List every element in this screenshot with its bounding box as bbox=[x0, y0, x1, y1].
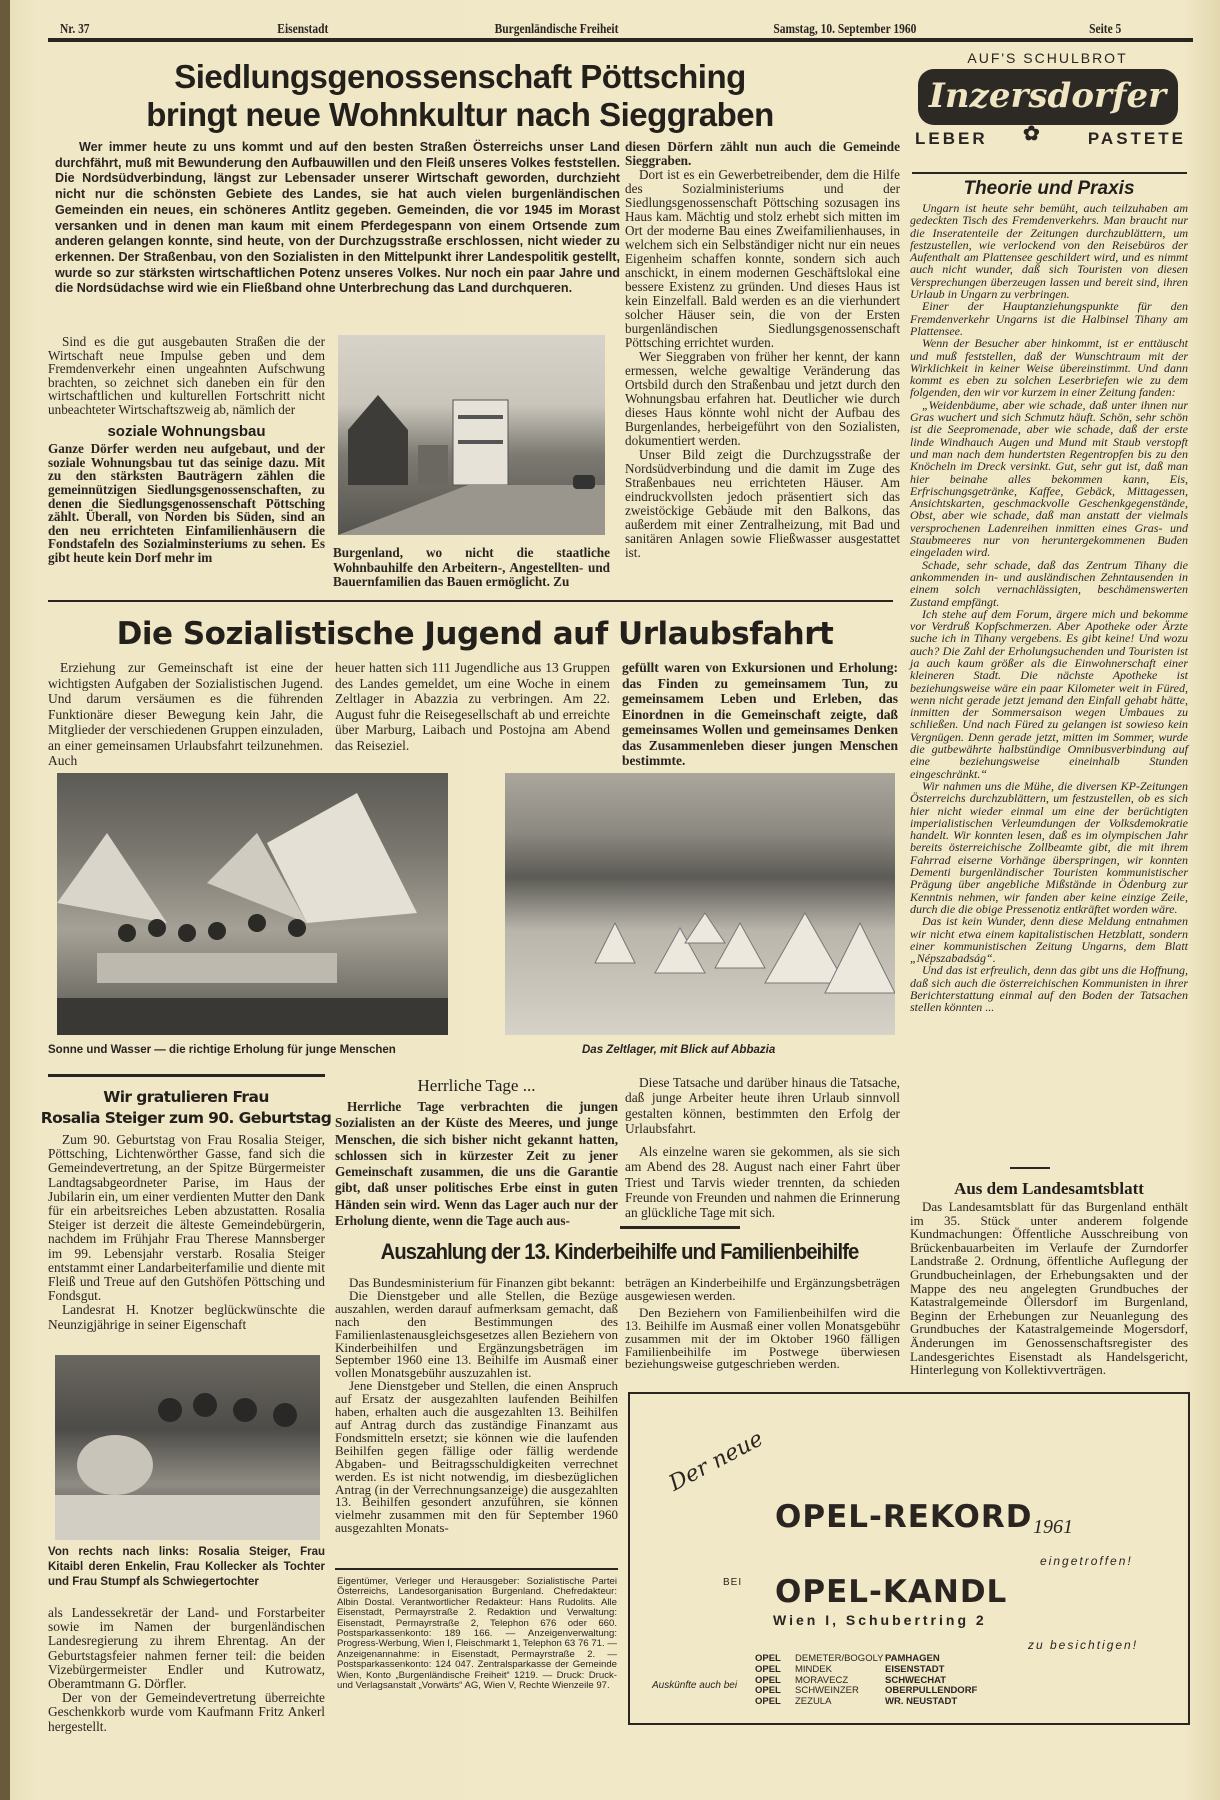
short-rule bbox=[620, 1226, 740, 1229]
photo-caption: Von rechts nach links: Rosalia Steiger, Frau Kitaibl deren Enkelin, Frau Kollecker als Tochter und Frau Stumpf als Schwiegertochter bbox=[48, 1546, 325, 1588]
youth-on-beach-image bbox=[57, 773, 448, 1035]
beihilfe-column-2 bbox=[625, 1277, 900, 1371]
ad-dealer-list bbox=[755, 1654, 977, 1708]
inzersdorfer-ad bbox=[905, 50, 1190, 162]
paragraph: Ganze Dörfer werden neu aufgebaut, und der soziale Wohnungsbau tut das seinige dazu. Mit zu den stärksten Bauträgern zählen die gemeinnützigen Siedlungsgenossenschaften, zu denen die Siedlungsgenossenschaft Pöttsching zählt. Überall, von Norden bis Süden, sind an den neu errichteten Einfamilienhäusern die Fondstafeln des Sozialminsteriums zu sehen. Es gibt heute kein Dorf mehr im bbox=[48, 441, 325, 565]
photo-caption: Das Zeltlager, mit Blick auf Abbazia bbox=[582, 1044, 776, 1056]
article-lead: Wer immer heute zu uns kommt und auf den besten Straßen Österreichs unser Land durchfährt, muß mit Bewunderung den Aufbauwillen und den Fleiß unseres Volkes feststellen. Die Nordsüdverbindung, längst zur Lebensader unserer Wirtschaft geworden, durchzieht nicht nur die schönsten Gebiete des Landes, sie hat auch vielen burgenländischen Gemeinden ein neues, ein schöneres Antlitz gegeben. Gemeinden, die vor 1945 im Morast versanken und in denen man kaum mit einem Pferdegespann von einem Ortsende zum anderen gelangen konnte, sind heute, von der Durchzugsstraße erschlossen, nicht wieder zu erkennen. Der Straßenbau, von den Sozialisten in den Mittelpunkt ihrer Landespolitik gestellt, wurde so zur stärksten wirtschaftlichen Potenz unseres Volkes. Nur noch ein paar Jahre und die Nordsüdachse wird wie ein Fließband ohne Unterbrechung das Land durchqueren. bbox=[55, 140, 620, 296]
paragraph: Jene Dienstgeber und Stellen, die einen Anspruch auf Ersatz der ausgezahlten laufenden Beihilfen haben, erhalten auch die ausgezahlten 13. Beihilfen auf Antrag durch das zuständige Finanzamt aus Fondsmitteln ersetzt; sie können wie die laufenden Beihilfen gegen fällige oder fällig werdende Abgaben- und Beitragsschuldigkeiten verrechnet werden. Es ist nicht notwendig, im diesbezüglichen Antrag (in der Verrechnungsanzeige) die ausgezahlten 13. Beihilfen gesondert anzuführen, sie können vielmehr zusammen mit den für September 1960 ausgezahlten Monats- bbox=[335, 1378, 618, 1536]
photo-sieggraben-street bbox=[338, 335, 605, 535]
paragraph: beträgen an Kinderbeihilfe und Ergänzungsbeträgen ausgewiesen werden. bbox=[625, 1275, 900, 1303]
paragraph: Sind es die gut ausgebauten Straßen die der Wirtschaft neue Impulse geben und dem Fremdenverkehr einen ungeahnten Aufschwung brachten, so zeichnet sich daneben ein für den wirtschaftlichen und kulturellen Fortschritt nicht unbeachteter Wirtschaftszweig ab, nämlich der bbox=[48, 334, 325, 417]
ad-also-text: Auskünfte auch bei bbox=[652, 1680, 738, 1691]
paragraph: Unser Bild zeigt die Durchzugsstraße der Nordsüdverbindung und die damit im Zuge des Straßenbaues neu errichteten Häuser. Am eindruckvollsten jedoch präsentiert sich das zweistöckige Gebäude mit den Balkons, das außerdem mit einer Zentralheizung, mit Bad und sanitären Anlagen sowie Fließwasser ausgestattet ist. bbox=[625, 447, 900, 560]
photo-zeltlager bbox=[505, 773, 895, 1035]
ad-bei-text: BEI bbox=[723, 1577, 743, 1588]
steiger-headline bbox=[40, 1087, 332, 1129]
ad-view-text: zu besichtigen! bbox=[1028, 1638, 1139, 1652]
ad-tagline: AUF'S SCHULBROT bbox=[967, 50, 1128, 66]
paragraph: Zum 90. Geburtstag von Frau Rosalia Steiger, Pöttsching, Lichtenwörther Gasse, fand sich die Gemeindevertretung, an der Spitze Bürgermeister Landtagsabgeordneter Parise, im Haus der Jubilarin ein, um einer verdienten Mutter den Dank für ein arbeitsreiches Leben abzustatten. Rosalia Steiger ist derzeit die älteste Gemeindebürgerin, nachdem im Frühjahr Frau Therese Mannsberger im 99. Lebensjahr verstarb. Rosalia Steiger entstammt einer Landarbeiterfamilie und diente mit Fleiß und Treue auf den Gutshöfen Pöttsching und Fondsgut. bbox=[48, 1132, 325, 1304]
subheading: soziale Wohnungsbau bbox=[107, 422, 266, 440]
ad-script-text: Der neue bbox=[665, 1426, 768, 1497]
article-headline bbox=[60, 58, 860, 134]
column-rule bbox=[912, 172, 1187, 174]
paragraph: diesen Dörfern zählt nun auch die Gemeinde Sieggraben. bbox=[625, 139, 900, 168]
paragraph: Einer der Hauptanziehungspunkte für den Fremdenverkehr Ungarns ist die Halbinsel Tihany am Plattensee. bbox=[910, 299, 1188, 338]
paragraph: gefüllt waren von Exkursionen und Erholung: das Finden zu gemeinsamem Tun, zu gemeinsamem Leben und Erleben, das Einordnen in die Gemeinschaft zeigte, daß gemeinsames Wollen und gemeinsames Denken das Zusammenleben dieser jungen Menschen bestimmte. bbox=[622, 660, 898, 768]
steiger-text-continued bbox=[48, 1606, 325, 1734]
ad-dealer-address: Wien I, Schubertring 2 bbox=[773, 1612, 987, 1628]
headline-line-1: Siedlungsgenossenschaft Pöttsching bbox=[174, 58, 746, 95]
paragraph: Das ist kein Wunder, denn diese Meldung entnahmen wir nicht etwa einem kapitalistischen Hetzblatt, sondern einer kommunistischen Zeitung Ungarns, dem Blatt „Népszabadság“. bbox=[910, 914, 1188, 966]
page-number: Seite 5 bbox=[1089, 22, 1122, 37]
paragraph: Wenn der Besucher aber hinkommt, ist er enttäuscht und muß feststellen, daß der Wunschtraum mit der Wirklichkeit in keiner Weise übereinstimmt. Und dann kommt es eben zu solchen Leserbriefen wie zu dem folgenden, den wir vor kurzem in einer Zeitung fanden: bbox=[910, 336, 1188, 400]
page-edge bbox=[0, 0, 10, 1800]
theorie-article bbox=[910, 178, 1188, 1014]
paragraph: Als einzelne waren sie gekommen, als sie sich am Abend des 28. August nach einer Fahrt über Triest und Tarvis wieder trennten, da schieden Freunde von Freunden und nahmen die Erinnerung an glückliche Tage mit sich. bbox=[625, 1144, 900, 1221]
jugend-conclusion bbox=[625, 1075, 900, 1221]
landesamtsblatt-article bbox=[910, 1178, 1188, 1377]
beihilfe-headline: Auszahlung der 13. Kinderbeihilfe und Familienbeihilfe bbox=[380, 1239, 859, 1264]
family-group-image bbox=[55, 1355, 320, 1540]
short-rule bbox=[1010, 1167, 1050, 1169]
tent-camp-image bbox=[505, 773, 895, 1035]
paragraph: Das Landesamtsblatt für das Burgenland enthält im 35. Stück unter anderem folgende Kundmachungen: Öffentliche Ausschreibung von Brückenbauarbeiten im Verlaufe der Zurndorfer Landstraße 2. Ordnung, öffentliche Auflegung der Grundbucheinlagen, der Erhebungsakten und der Mappe des neu angelegten Grundbuches der Katastralgemeinde Öllersdorf im Burgenland, Beginn der Erhebungen zur Neuanlegung des Grundbuches der Katastralgemeinde Mogersdorf, Änderungen im Genossenschaftsregister des Landesgerichtes Eisenstadt als Handelsgericht, Hinterlegung von Kollektivverträgen. bbox=[910, 1199, 1188, 1378]
herrliche-tage-subheading: Herrliche Tage ... bbox=[417, 1076, 536, 1095]
ad-brand-logo: Inzersdorfer bbox=[918, 69, 1178, 125]
photo-rosalia-steiger bbox=[55, 1355, 320, 1540]
beihilfe-column-1 bbox=[335, 1277, 618, 1535]
paragraph: „Weidenbäume, aber wie schade, daß unter ihnen nur Gras wuchert und sich Schmutz häuft. Schön, sehr schön ist die Seepromenade, aber wie schade, daß der erste linde Windhauch Augen und Mund mit Staub verstopft und man nach dem hundertsten Regentropfen bis zu den Knöcheln im Dreck versinkt. Gut, sehr gut ist, daß man hier beinahe alles bekommen kann, Eis, Erfrischungsgetränke, Kaffee, Gebäck, Mittagessen, Ansichtskarten, geschmackvolle Geschenkgegenstände, Obst, aber wie schade, daß man anstatt der vielmals versprochenen Ladenreihen inmitten eines Gras- und Staubmeeres nur von heruntergekommenen Buden eingeladen wird. bbox=[910, 397, 1188, 560]
paragraph: Wer Sieggraben von früher her kennt, der kann ermessen, welche gewaltige Veränderung das Ortsbild durch den Straßenbau und jetzt durch den Wohnungsbau erfahren hat. Deutlicher wie durch dieses Haus könnte wohl nicht der Aufbau des Burgenlandes, herbeigeführt von den Sozialisten, dokumentiert werden. bbox=[625, 349, 900, 448]
headline-line-2: Rosalia Steiger zum 90. Geburtstag bbox=[40, 1109, 332, 1127]
paragraph: Und das ist erfreulich, denn das gibt uns die Hoffnung, daß sich auch die österreichischen Kommunisten in ihrer Berichterstattung einmal auf den Boden der Tatsachen stellen könnten ... bbox=[910, 963, 1188, 1015]
paragraph: Burgenland, wo nicht die staatliche Wohnbauhilfe den Arbeitern-, Angestellten- und Bauernfamilien das Bauen ermöglicht. Zu bbox=[333, 545, 610, 589]
paragraph: Ich stehe auf dem Forum, ärgere mich und bekomme vor Verdruß Kopfschmerzen. Aber Apotheke oder Ärzte suche ich in Tihany vergebens. Es gibt keine! Und wozu auch? Die Zahl der Erholungsuchenden und Touristen ist ja auch kaum größer als die Einwohnerschaft einer kleineren Stadt. Die nächste Apotheke ist beziehungsweise wäre ein paar Kilometer weit in Füred, wenn nicht gerade jetzt jemand den Einfall gehabt hätte, inmitten der Sommersaison wegen Umbaues zu schließen. Und nach Füred zu gelangen ist sowieso kein Vergnügen. Denn gerade jetzt, mitten im Sommer, wurde die gutbewährte halbstündige Omnibusverbindung auf eine beziehungsweise eineinhalb Stunden eingeschränkt.“ bbox=[910, 606, 1188, 781]
paragraph: Herrliche Tage verbrachten die jungen Sozialisten an der Küste des Meeres, und junge Menschen, die sich bisher nicht gekannt hatten, schlossen sich in kürzester Zeit zu jener Gemeinschaft zusammen, die uns die Garantie gibt, daß unser politisches Erbe einst in guten Händen sein wird. Wenn das Lager auch nur der Erholung diente, wenn die Tage auch aus- bbox=[335, 1099, 618, 1229]
ad-word-right: PASTETE bbox=[1087, 129, 1186, 148]
paragraph: Die Dienstgeber und alle Stellen, die Bezüge auszahlen, werden darauf aufmerksam gemacht, daß nach den Bestimmungen des Familienlastenausgleichsgesetzes allen Beziehern von Kinderbeihilfen und Ergänzungsbeträgen im September 1960 eine 13. Beihilfe im Ausmaß einer vollen Monatsgebühr auszuzahlen ist. bbox=[335, 1287, 618, 1381]
ad-word-left: LEBER bbox=[915, 129, 988, 148]
newspaper-name: Burgenländische Freiheit bbox=[494, 22, 619, 37]
section-divider bbox=[48, 600, 893, 602]
paragraph: heuer hatten sich 111 Jugendliche aus 13 Gruppen des Landes gemeldet, um eine Woche in einem Zeltlager in Abazzia zu verbringen. Am 22. August fuhr die Reisegesellschaft ab und erreichte über Marburg, Laibach und Postojna am Abend das Reiseziel. bbox=[335, 660, 610, 753]
headline-line-2: bringt neue Wohnkultur nach Sieggraben bbox=[146, 96, 774, 133]
photo-sonne-und-wasser bbox=[57, 773, 448, 1035]
ad-dealer-name: OPEL-KANDL bbox=[775, 1574, 1008, 1610]
paragraph: Wir nahmen uns die Mühe, die diversen KP-Zeitungen Österreichs durchzublättern, um festzustellen, ob es sich hier nicht wieder einmal um eine der berüchtigten imperialistischen Verleumdungen der Volksdemokratie handelt. Wir konnten lesen, daß es im olympischen Jahr bereits österreichische Zollbeamte gibt, die mit ihrem Fahrrad eiserne Vorhänge überspringen, wir konnten Dementi burgenländischer Touristen kommunistischer Prägung über angebliche Mißstände in Ödenburg zur Kenntnis nehmen, wir fanden aber keine einzige Zeile, durch die die obige Pressenotiz entkräftet worden wäre. bbox=[910, 778, 1188, 916]
section-divider bbox=[335, 1568, 618, 1570]
issue-number: Nr. 37 bbox=[60, 22, 90, 37]
ad-model-year: 1961 bbox=[1033, 1516, 1073, 1538]
paragraph: Erziehung zur Gemeinschaft ist eine der wichtigsten Aufgaben der Sozialistischen Jugend. Und darum versäumen es die führenden Funktionäre dieser Bewegung kein Jahr, die Mitglieder der verschiedenen Gruppen einzuladen, an einer gemeinsamen Urlaubsfahrt teilzunehmen. Auch bbox=[48, 660, 323, 768]
ad-model-name: OPEL-REKORD bbox=[775, 1499, 1033, 1535]
section-divider bbox=[48, 1074, 325, 1077]
paragraph: Ungarn ist heute sehr bemüht, auch teilzuhaben am gedeckten Tisch des Fremdenverkehrs. Man braucht nur die Inseratenteile der Zeitungen durchzublättern, um festzustellen, wie verlockend von den Reisebüros der Aufenthalt am Plattensee geschildert wird, und es nimmt auch nicht wunder, daß sich Touristen von diesen Versprechungen überzeugen lassen und bereit sind, ihren Urlaub in Ungarn zu verbringen. bbox=[910, 201, 1188, 302]
dealer-row: OPEL MORAVECZ SCHWECHAT bbox=[755, 1674, 947, 1686]
steiger-text bbox=[48, 1133, 325, 1332]
children-mascot-icon: ✿ bbox=[1023, 123, 1043, 145]
opel-ad bbox=[628, 1392, 1190, 1725]
paragraph: Den Beziehern von Familienbeihilfen wird die 13. Beihilfe im Ausmaß einer vollen Monatsgebühr zusammen mit der im Oktober 1960 fälligen Familienbeihilfe im Postwege überwiesen beziehungsweise gutgeschrieben werden. bbox=[625, 1304, 900, 1372]
paragraph: Der von der Gemeindevertretung überreichte Geschenkkorb wurde vom Kaufmann Fritz Ankerl hergestellt. bbox=[48, 1690, 325, 1734]
dealer-row: OPEL ZEZULA WR. NEUSTADT bbox=[755, 1696, 958, 1708]
paragraph: Das Bundesministerium für Finanzen gibt bekannt: bbox=[349, 1275, 616, 1290]
header-rule bbox=[48, 38, 1193, 42]
paragraph: Diese Tatsache und darüber hinaus die Tatsache, daß junge Arbeiter heute ihren Urlaub sinnvoll gestalten können, bestimmten den Erfolg der Urlaubsfahrt. bbox=[625, 1075, 900, 1136]
theorie-headline: Theorie und Praxis bbox=[963, 178, 1135, 199]
photo-caption: Sonne und Wasser — die richtige Erholung für junge Menschen bbox=[48, 1044, 396, 1056]
ad-arrived-text: eingetroffen! bbox=[1040, 1554, 1133, 1568]
impressum: Eigentümer, Verleger und Herausgeber: Sozialistische Partei Österreichs, Landesorganisation Burgenland. Chefredakteur: Albin Dostal. Verantwortlicher Redakteur: Hans Rudolits. Alle Eisenstadt, Permayrstraße 2. Redaktion und Verwaltung: Eisenstadt, Permayrstraße 2, Telephon 676 oder 660. Postsparkassenkonto: 189 166. — Anzeigenverwaltung: Progress-Werbung, Wien I, Fleischmarkt 1, Telephon 63 76 71. — Anzeigenannahme: in Eisenstadt, Permayrstraße 2. — Postsparkassenkonto: 124 047. Zentralsparkasse der Gemeinde Wien, Konto „Burgenländische Freiheit“ 1219. — Druck: Druck- und Verlagsanstalt „Vorwärts“ AG, Wien V, Rechte Wienzeile 97. bbox=[337, 1576, 617, 1692]
issue-date: Samstag, 10. September 1960 bbox=[773, 22, 917, 37]
paragraph: Schade, sehr schade, daß das Zentrum Tihany die ankommenden in- und ausländischen Zehntausenden in einem solch vernachlässigten, beschämenswerten Zustand empfängt. bbox=[910, 557, 1188, 609]
dealer-row: OPEL MINDEK EISENSTADT bbox=[755, 1663, 945, 1675]
article-column-1 bbox=[48, 335, 325, 565]
paragraph: Dort ist es ein Gewerbetreibender, dem die Hilfe des Sozialministeriums und der Siedlungsgenossenschaft Pöttsching sozusagen ins Haus kam. Mächtig und stolz erhebt sich mitten im Ort der moderne Bau eines Zweifamilienhauses, in welchem sich ein Selbständiger nicht nur ein neues Eigenheim schaffen konnte, sondern sich auch anschickt, in einem modernen Geschäftslokal eine bessere Existenz zu gründen. Und dieses Haus ist kein Einzelfall. Bald werden es an die vierhundert solcher Häuser sein, die von der Ersten burgenländischen Siedlungsgenossenschaft Pöttsching errichtet wurden. bbox=[625, 167, 900, 350]
landesamtsblatt-headline: Aus dem Landesamtsblatt bbox=[954, 1179, 1144, 1198]
article-column-3 bbox=[625, 140, 900, 560]
paragraph: Landesrat H. Knotzer beglückwünschte die Neunzigjährige in seiner Eigenschaft bbox=[48, 1302, 325, 1332]
jugend-headline: Die Sozialistische Jugend auf Urlaubsfahrt bbox=[116, 616, 834, 652]
dealer-row: OPEL DEMETER/BOGOLYPAMHAGEN bbox=[755, 1653, 940, 1664]
paragraph: als Landessekretär der Land- und Forstarbeiter sowie im Namen der burgenländischen Landesregierung zu ihrem Ehrentag. An der Geburtstagsfeier nahmen ferner teil: die beiden Vizebürgermeister Endler und Kutrowatz, Oberamtmann G. Dörfler. bbox=[48, 1605, 325, 1692]
dealer-row: OPEL SCHWEINZER OBERPULLENDORF bbox=[755, 1685, 978, 1697]
headline-line-1: Wir gratulieren Frau bbox=[103, 1088, 269, 1106]
header-place: Eisenstadt bbox=[277, 22, 329, 37]
street-houses-image bbox=[338, 335, 605, 535]
